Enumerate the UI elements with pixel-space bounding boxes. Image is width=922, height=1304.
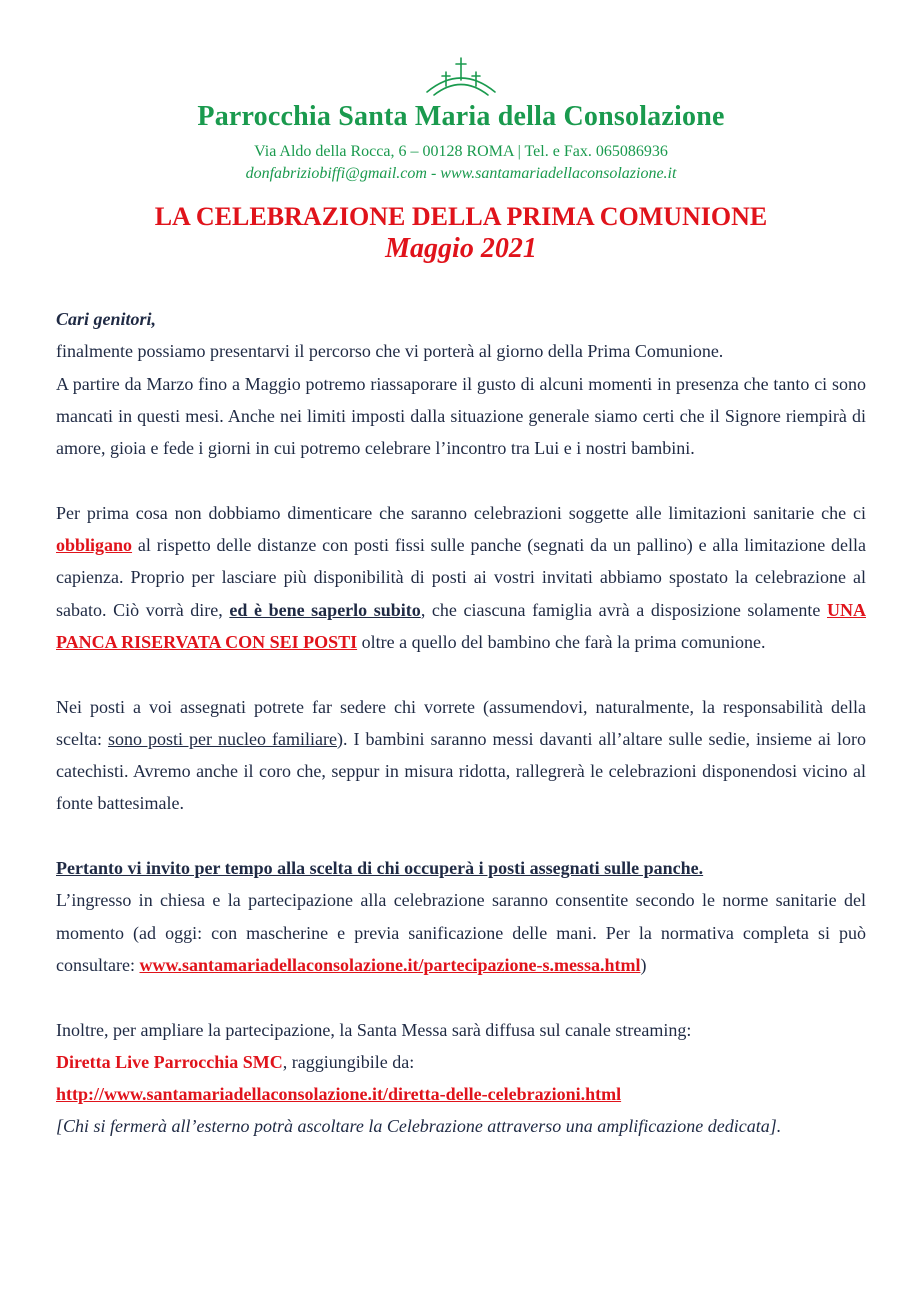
paragraph-intro: A partire da Marzo fino a Maggio potremo riassaporare il gusto di alcuni momenti in presenza che tanto ci sono mancati in questi mesi. Anche nei limiti imposti dalla situazione generale siamo certi che il Signore riempirà di amore, gioia e fede i giorni in cui potremo celebrare l’incontro tra Lui e i nostri bambini. <box>56 373 866 459</box>
seating-text-b: ). I bambini saranno messi davanti all’altare sulle sedie, insieme ai loro catechisti. Avremo anche il coro che, seppur in misura ridotta, rallegrerà le celebrazioni disponendosi vicino al fonte battesimale. <box>56 728 867 814</box>
link-diretta-celebrazioni[interactable]: http://www.santamariadellaconsolazione.it/diretta-delle-celebrazioni.html <box>56 1084 622 1105</box>
paragraph-restrictions <box>56 497 866 658</box>
emphasis-nucleo-familiare: sono posti per nucleo familiare <box>108 728 337 749</box>
document-title: LA CELEBRAZIONE DELLA PRIMA COMUNIONE <box>154 202 768 231</box>
streaming-link-line <box>56 1078 866 1110</box>
parish-address: Via Aldo della Rocca, 6 – 00128 ROMA | Tel. e Fax. 065086936 <box>254 143 668 160</box>
closing-note: [Chi si fermerà all’esterno potrà ascoltare la Celebrazione attraverso una amplificazione dedicata]. <box>56 1116 782 1137</box>
streaming-reach-text: , raggiungibile da: <box>282 1051 415 1072</box>
greeting: Cari genitori, <box>56 309 157 329</box>
parish-contacts: donfabriziobiffi@gmail.com - www.santamariadellaconsolazione.it <box>245 165 677 182</box>
link-partecipazione-messa[interactable]: www.santamariadellaconsolazione.it/partecipazione-s.messa.html <box>139 954 641 975</box>
letter-body <box>56 303 866 1143</box>
paragraph-gap <box>56 820 866 852</box>
paragraph-gap <box>56 658 866 690</box>
norms-text-a: L’ingresso in chiesa e la partecipazione alla celebrazione saranno consentite secondo le norme sanitarie del momento (ad oggi: con mascherine e previa sanificazione delle mani. Per la normativa completa si può consultare: <box>56 890 866 975</box>
paragraph-norms <box>56 884 866 981</box>
emphasis-panca-riservata: UNA PANCA RISERVATA CON SEI POSTI <box>56 599 866 652</box>
paragraph-gap <box>56 464 866 496</box>
paragraph-seating <box>56 691 866 820</box>
paragraph-streaming: Inoltre, per ampliare la partecipazione, la Santa Messa sarà diffusa sul canale streaming: <box>56 1019 692 1040</box>
restrictions-text-c: , che ciascuna famiglia avrà a disposizione solamente <box>420 599 827 620</box>
streaming-channel-name: Diretta Live Parrocchia SMC <box>56 1051 283 1072</box>
paragraph-gap <box>56 981 866 1013</box>
norms-text-b: ) <box>640 954 647 975</box>
paragraph-heading-choice: Pertanto vi invito per tempo alla scelta di chi occuperà i posti assegnati sulle panche. <box>56 858 704 879</box>
streaming-channel-line <box>56 1046 866 1078</box>
hill-with-crosses-icon <box>424 54 498 98</box>
seating-text-a: Nei posti a voi assegnati potrete far sedere chi vorrete (assumendovi, naturalmente, la responsabilità della scelta: <box>56 696 866 749</box>
emphasis-saperlo-subito: ed è bene saperlo subito <box>229 599 421 620</box>
document-subtitle: Maggio 2021 <box>385 233 537 264</box>
emphasis-obbligano: obbligano <box>56 535 133 556</box>
restrictions-text-b: al rispetto delle distanze con posti fissi sulle panche (segnati da un pallino) e alla limitazione della capienza. Proprio per lasciare più disponibilità di posti ai vostri invitati abbiamo spostato la celebrazione al sabato. Ciò vorrà dire, <box>56 535 866 620</box>
restrictions-text-d: oltre a quello del bambino che farà la prima comunione. <box>357 631 766 652</box>
parish-name: Parrocchia Santa Maria della Consolazione <box>197 101 725 132</box>
restrictions-text-a: Per prima cosa non dobbiamo dimenticare che saranno celebrazioni soggette alle limitazioni sanitarie che ci <box>56 502 866 523</box>
paragraph-intro-line: finalmente possiamo presentarvi il percorso che vi porterà al giorno della Prima Comunione. <box>56 341 724 362</box>
